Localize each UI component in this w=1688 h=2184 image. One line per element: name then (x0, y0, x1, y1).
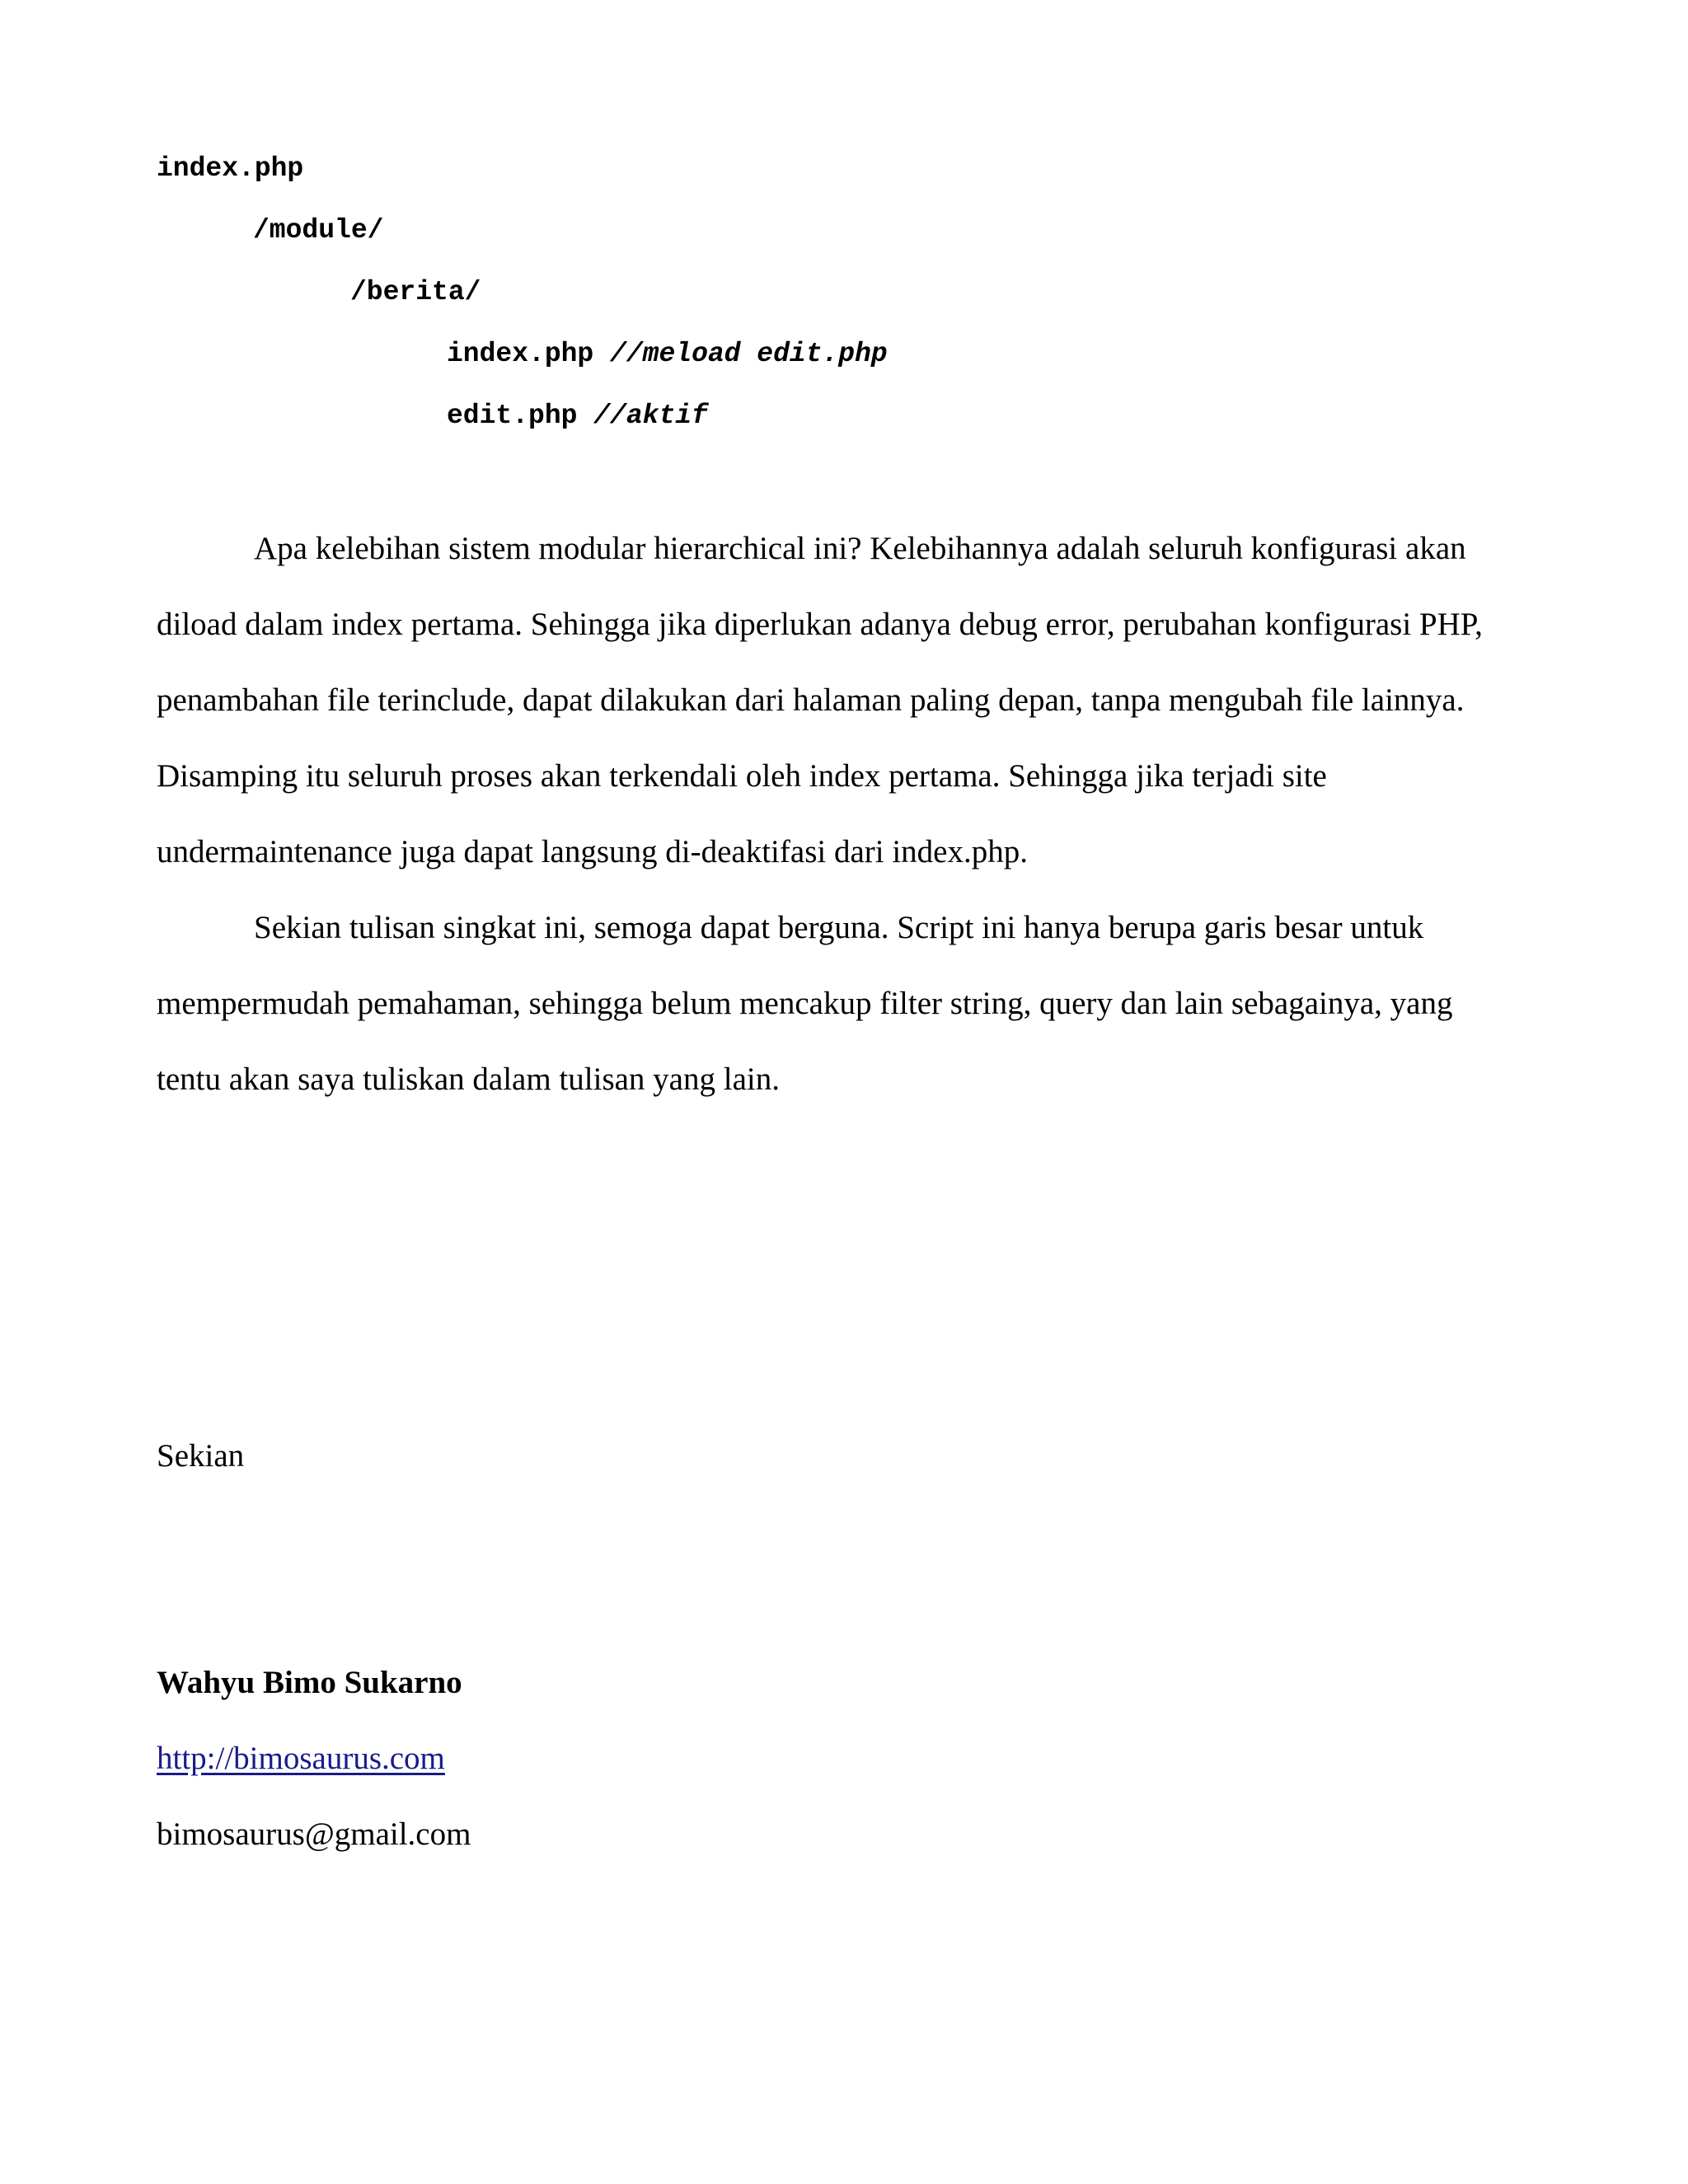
code-tree-berita: /berita/ (350, 277, 481, 307)
paragraph-advantages: Apa kelebihan sistem modular hierarchical ini? Kelebihannya adalah seluruh konfigurasi akan diload dalam index pertama. Sehingga jika diperlukan adanya debug error, perubahan konfigurasi PHP, penambahan file terinclude, dapat dilakukan dari halaman paling depan, tanpa mengubah file lainnya. Disamping itu seluruh proses akan terkendali oleh index pertama. Sehingga jika terjadi site undermaintenance juga dapat langsung di-deaktifasi dari index.php. (157, 531, 1483, 869)
body-text (157, 511, 1525, 1118)
code-comment: //meload edit.php (610, 339, 888, 369)
author-website-link[interactable]: http://bimosaurus.com (157, 1741, 445, 1776)
code-tree-edit-line (447, 400, 708, 433)
code-tree-index-line (447, 338, 888, 371)
code-file-name: edit.php (447, 401, 594, 431)
code-tree-root: index.php (157, 153, 304, 184)
closing-word: Sekian (157, 1438, 245, 1474)
author-name: Wahyu Bimo Sukarno (157, 1665, 462, 1700)
author-email: bimosaurus@gmail.com (157, 1816, 471, 1852)
code-comment: //aktif (593, 401, 708, 431)
code-tree-module: /module/ (253, 215, 384, 246)
code-file-name: index.php (447, 339, 611, 369)
paragraph-closing-remarks: Sekian tulisan singkat ini, semoga dapat berguna. Script ini hanya berupa garis besar untuk mempermudah pemahaman, sehingga belum mencakup filter string, query dan lain sebagainya, yang tentu akan saya tuliskan dalam tulisan yang lain. (157, 910, 1453, 1097)
